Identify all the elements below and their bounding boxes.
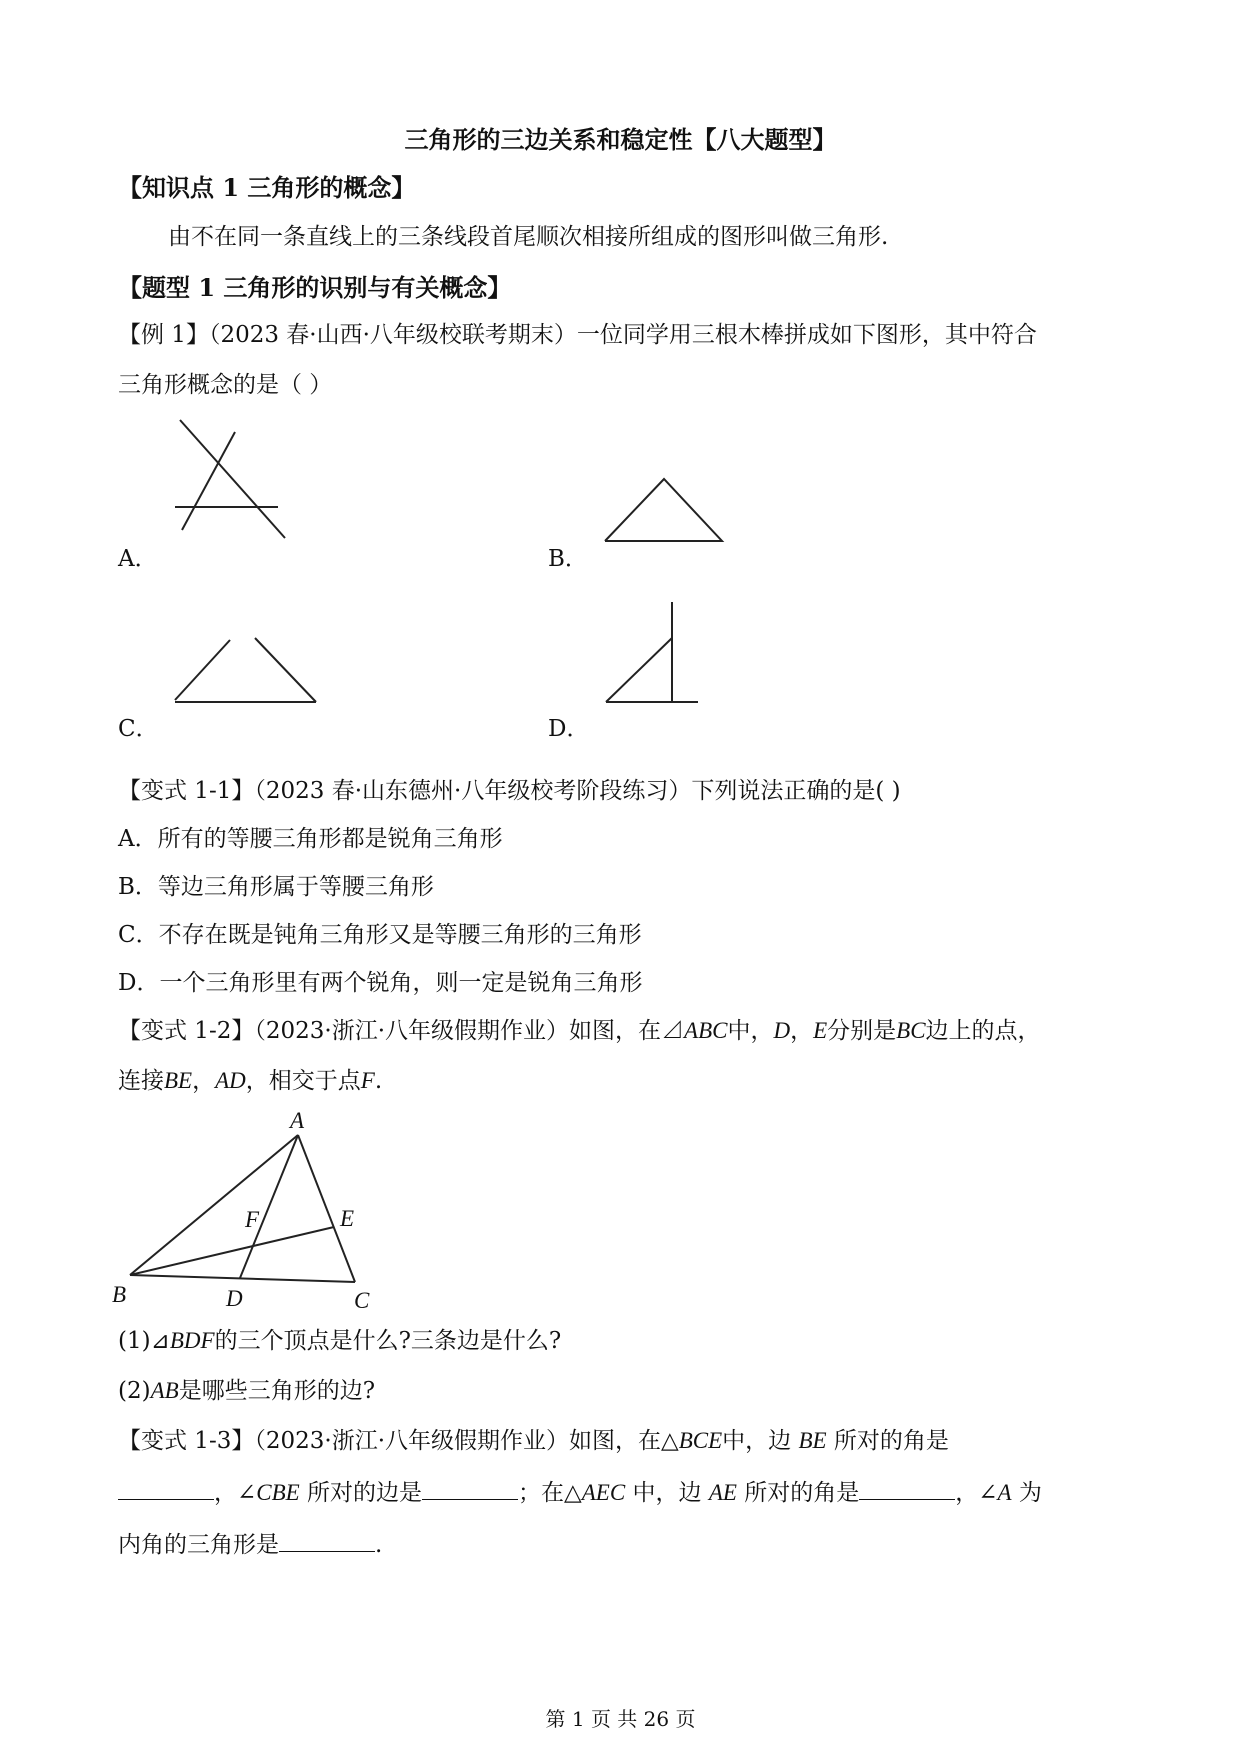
segment-ba (130, 1135, 298, 1275)
math-bce: BCE (678, 1428, 723, 1453)
option-b-figure (600, 475, 730, 545)
math-ab: AB (150, 1378, 179, 1403)
vertex-label-a: A (290, 1108, 305, 1133)
vertex-label-f: F (245, 1207, 260, 1232)
text-segment: . (375, 1532, 383, 1558)
option-b-label: B． (548, 546, 588, 572)
stick-2 (182, 432, 235, 530)
variant-1-3-line-3 (118, 1526, 382, 1559)
vertex-label-b: B (112, 1282, 127, 1307)
text-segment: (1)⊿ (118, 1328, 170, 1354)
text-segment: ， (790, 1018, 814, 1044)
math-e: E (813, 1018, 828, 1043)
question-type-1-heading: 【题型 1 三角形的识别与有关概念】 (118, 273, 512, 302)
math-aec: AEC (581, 1480, 626, 1505)
variant-1-3-line-2 (118, 1474, 1042, 1507)
variant-1-1-stem: 【变式 1-1】（2023 春·山东德州·八年级校考阶段练习）下列说法正确的是( ) (118, 778, 901, 804)
answer-blank-4[interactable] (279, 1529, 375, 1552)
text-segment: ；在△ (518, 1480, 582, 1506)
math-ae: AE (708, 1480, 737, 1505)
text-segment: 中，边 (722, 1428, 792, 1454)
text-segment: . (374, 1068, 383, 1094)
stick-left (175, 640, 230, 700)
page-title: 三角形的三边关系和稳定性【八大题型】 (404, 125, 837, 154)
math-a: A (997, 1480, 1012, 1505)
text-segment: 边上的点， (925, 1018, 1041, 1044)
math-bdf: BDF (169, 1328, 215, 1353)
vertex-label-c: C (354, 1288, 370, 1313)
math-bc: BC (896, 1018, 926, 1043)
text-segment: ，∠ (955, 1480, 998, 1506)
page-footer: 第 1 页 共 26 页 (545, 1707, 696, 1731)
variant-1-1-option-a: A．所有的等腰三角形都是锐角三角形 (118, 826, 503, 852)
text-segment: ，∠ (214, 1480, 257, 1506)
math-be: BE (798, 1428, 827, 1453)
option-d-label: D． (548, 716, 590, 742)
text-segment: 【变式 1-3】（2023·浙江·八年级假期作业）如图，在△ (118, 1428, 679, 1454)
vertex-label-e: E (340, 1206, 355, 1231)
stick-right (255, 638, 316, 702)
example-1-line-2: 三角形概念的是（ ） (118, 372, 333, 398)
text-segment: ，相交于点 (245, 1068, 361, 1094)
stick-diagonal (606, 638, 672, 702)
option-a-label: A． (118, 546, 158, 572)
variant-1-2-line-1 (118, 1012, 1041, 1045)
math-d: D (773, 1018, 791, 1043)
answer-blank-2[interactable] (422, 1477, 518, 1500)
variant-1-1-option-c: C．不存在既是钝角三角形又是等腰三角形的三角形 (118, 922, 642, 948)
variant-1-2-question-2 (118, 1372, 375, 1405)
variant-1-1-option-b: B．等边三角形属于等腰三角形 (118, 874, 434, 900)
math-abc: ABC (684, 1018, 728, 1043)
text-segment: 中，边 (632, 1480, 702, 1506)
text-segment: 内角的三角形是 (118, 1532, 279, 1558)
text-segment: 是哪些三角形的边? (178, 1378, 376, 1404)
text-segment: ， (192, 1068, 216, 1094)
variant-1-2-line-2 (118, 1062, 382, 1095)
example-1-line-1: 【例 1】（2023 春·山西·八年级校联考期末）一位同学用三根木棒拼成如下图形，其中符合 (118, 322, 1037, 348)
variant-1-3-line-1 (118, 1422, 949, 1455)
text-segment: 为 (1018, 1480, 1042, 1506)
option-d-figure (602, 600, 702, 710)
math-cbe: CBE (256, 1480, 300, 1505)
variant-1-2-question-1 (118, 1322, 561, 1355)
answer-blank-3[interactable] (859, 1477, 955, 1500)
option-a-figure (170, 420, 290, 540)
segment-be (130, 1227, 334, 1275)
text-segment: 所对的角是 (744, 1480, 860, 1506)
closed-triangle (605, 479, 722, 541)
math-f: F (360, 1068, 375, 1093)
text-segment: 【变式 1-2】（2023·浙江·八年级假期作业）如图，在⊿ (118, 1018, 685, 1044)
text-segment: 所对的边是 (307, 1480, 423, 1506)
triangle-abc-figure (110, 1108, 390, 1315)
text-segment: 中， (727, 1018, 774, 1044)
text-segment: 连接 (118, 1068, 164, 1094)
knowledge-point-1-heading: 【知识点 1 三角形的概念】 (118, 173, 416, 202)
variant-1-1-option-d: D．一个三角形里有两个锐角，则一定是锐角三角形 (118, 970, 643, 996)
text-segment: 分别是 (827, 1018, 897, 1044)
segment-bc (130, 1275, 355, 1282)
text-segment: 的三个顶点是什么?三条边是什么? (214, 1328, 562, 1354)
option-c-figure (170, 635, 320, 710)
option-c-label: C． (118, 716, 159, 742)
math-be: BE (164, 1068, 193, 1093)
text-segment: 所对的角是 (833, 1428, 949, 1454)
text-segment: (2) (118, 1378, 151, 1404)
math-ad: AD (215, 1068, 246, 1093)
answer-blank-1[interactable] (118, 1477, 214, 1500)
vertex-label-d: D (226, 1286, 243, 1311)
knowledge-point-1-text: 由不在同一条直线上的三条线段首尾顺次相接所组成的图形叫做三角形. (168, 224, 889, 250)
